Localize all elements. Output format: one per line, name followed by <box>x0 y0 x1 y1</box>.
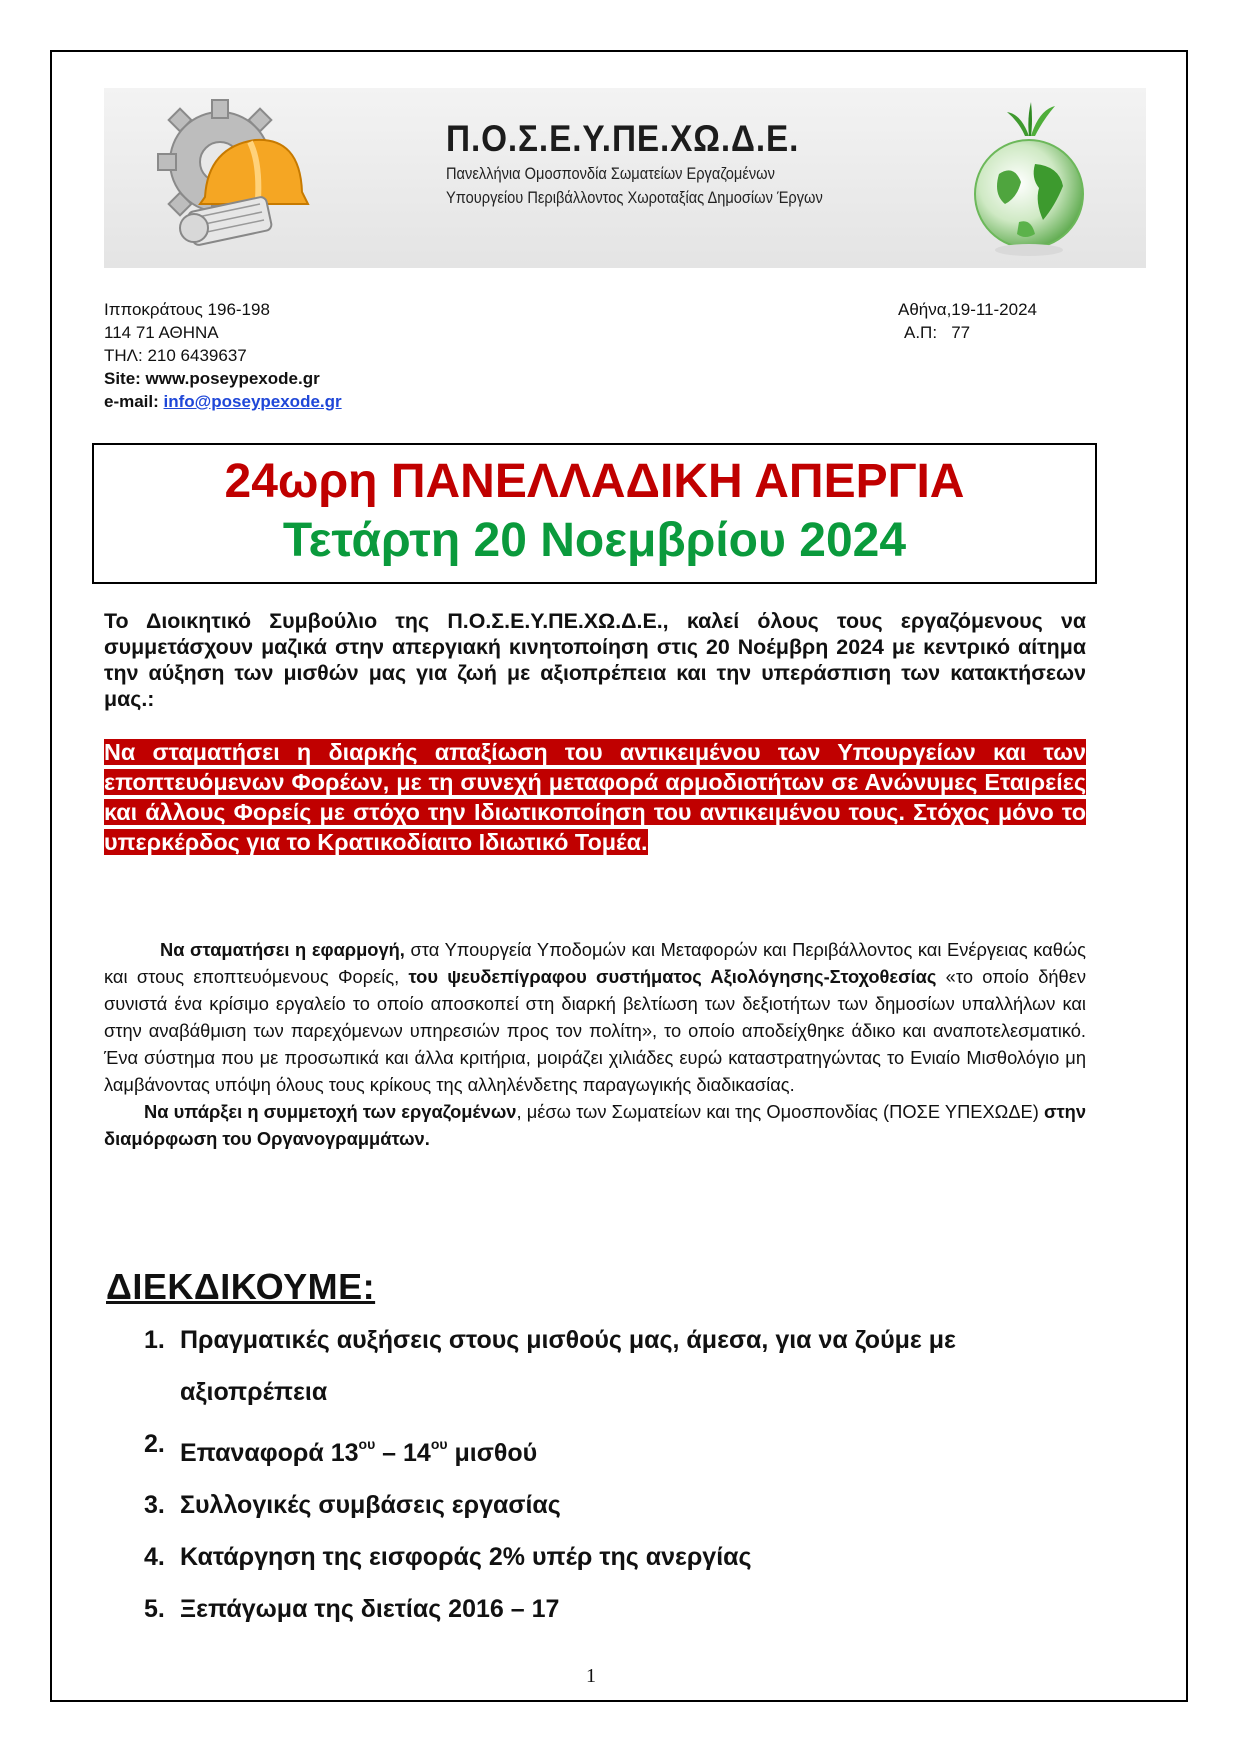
para1-bold2: του ψευδεπίγραφου συστήματος Αξιολόγησης-Στοχοθεσίας <box>408 966 937 987</box>
paragraph-participation <box>104 1098 1086 1152</box>
intro-paragraph: Το Διοικητικό Συμβούλιο της Π.Ο.Σ.Ε.Υ.ΠΕ.ΧΩ.Δ.Ε., καλεί όλους τους εργαζόμενους να συμμετάσχουν μαζικά στην απεργιακή κινητοποίηση στις 20 Νοέμβρη 2024 με κεντρικό αίτημα την αύξηση των μισθών μας για ζωή με αξιοπρέπεια και την υπεράσπιση των κατακτήσεων μας.: <box>104 609 1086 711</box>
letterhead-banner <box>104 88 1146 268</box>
date-protocol-block <box>898 298 1037 344</box>
list-item: 5. Ξεπάγωμα της διετίας 2016 – 17 <box>144 1595 560 1623</box>
para2-bold1: Να υπάρξει η συμμετοχή των εργαζομένων <box>144 1101 517 1122</box>
gear-helmet-logo-icon <box>150 92 310 262</box>
list-item: 2. Επαναφορά $13^{o\upsilon} - 14^{o\upsilon}$ μισθού <box>144 1430 538 1467</box>
highlight-paragraph <box>104 737 1086 857</box>
green-globe-logo-icon <box>969 94 1089 260</box>
claims-heading: ΔΙΕΚΔΙΚΟΥΜΕ: <box>106 1266 376 1307</box>
claims-list <box>144 1314 1089 1635</box>
highlight-text: Να σταματήσει η διαρκής απαξίωση του αντικειμένου των Υπουργείων και των εποπτευόμενων Φορέων, με τη συνεχή μεταφορά αρμοδιοτήτων σε Ανώνυμες Εταιρείες και άλλους Φορείς με στόχο την Ιδιωτικοποίηση του αντικειμένου τους. Στόχος μόνο το υπερκέρδος για το Κρατικοδίαιτο Ιδιωτικό Τομέα. <box>104 739 1086 855</box>
address-city: 114 71 ΑΘΗΝΑ <box>104 323 219 342</box>
para1-bold1: Να σταματήσει η εφαρμογή, <box>160 939 405 960</box>
para2-text1: , μέσω των Σωματείων και της Ομοσπονδίας (ΠΟΣΕ ΥΠΕΧΩΔΕ) <box>516 1101 1044 1122</box>
para2-bold2: στην διαμόρφωση του Οργανογραμμάτων. <box>104 1101 1086 1149</box>
title-line2: Τετάρτη 20 Νοεμβρίου 2024 <box>282 514 907 567</box>
title-line1: 24ωρη ΠΑΝΕΛΛΑΔΙΚΗ ΑΠΕΡΓΙΑ <box>224 455 965 508</box>
address-phone: ΤΗΛ: 210 6439637 <box>104 346 247 365</box>
list-item: 4. Κατάργηση της εισφοράς 2% υπέρ της ανεργίας <box>144 1543 752 1571</box>
body-text <box>104 936 1086 1152</box>
document-date: Αθήνα,19-11-2024 <box>898 300 1037 319</box>
org-title: Π.Ο.Σ.Ε.Υ.ΠΕ.ΧΩ.Δ.Ε. <box>446 118 800 159</box>
para1-text2: «το οποίο δήθεν συνιστά ένα κρίσιμο εργαλείο το οποίο αποσκοπεί στη διαρκή βελτίωση των δεξιοτήτων των δημοσίων υπαλλήλων και στην αναβάθμιση των παρεχόμενων υπηρεσιών προς τον πολίτη», το οποίο αποδείχθηκε άδικο και αναποτελεσματικό. Ένα σύστημα που με προσωπικά και άλλα κριτήρια, μοιράζει χιλιάδες ευρώ καταστρατηγώντας το Ενιαίο Μισθολόγιο μη λαμβάνοντας υπόψη όλους τους κρίκους της αλληλένδετης παραγωγικής διαδικασίας. <box>104 966 1086 1095</box>
list-item: 1. Πραγματικές αυξήσεις στους μισθούς μας, άμεσα, για να ζούμε με αξιοπρέπεια <box>144 1326 956 1406</box>
email-label: e-mail: <box>104 392 164 411</box>
protocol-number: Α.Π: 77 <box>904 323 971 342</box>
address-street: Ιπποκράτους 196-198 <box>104 300 270 319</box>
org-subtitle-line2: Υπουργείου Περιβάλλοντος Χωροταξίας Δημοσίων Έργων <box>446 188 823 207</box>
sender-address-block <box>104 298 342 413</box>
org-subtitle-line1: Πανελλήνια Ομοσπονδία Σωματείων Εργαζομένων <box>446 164 775 183</box>
list-item: 3. Συλλογικές συμβάσεις εργασίας <box>144 1491 561 1519</box>
strike-title-box <box>92 443 1097 584</box>
para1-text1: στα Υπουργεία Υποδομών και Μεταφορών και Περιβάλλοντος και Ενέργειας καθώς και στους εποπτευόμενους Φορείς, <box>104 939 1086 987</box>
address-site: Site: www.poseypexode.gr <box>104 369 320 388</box>
page-number: 1 <box>586 1665 596 1687</box>
paragraph-evaluation <box>104 936 1086 1098</box>
email-link[interactable]: info@poseypexode.gr <box>163 392 342 411</box>
